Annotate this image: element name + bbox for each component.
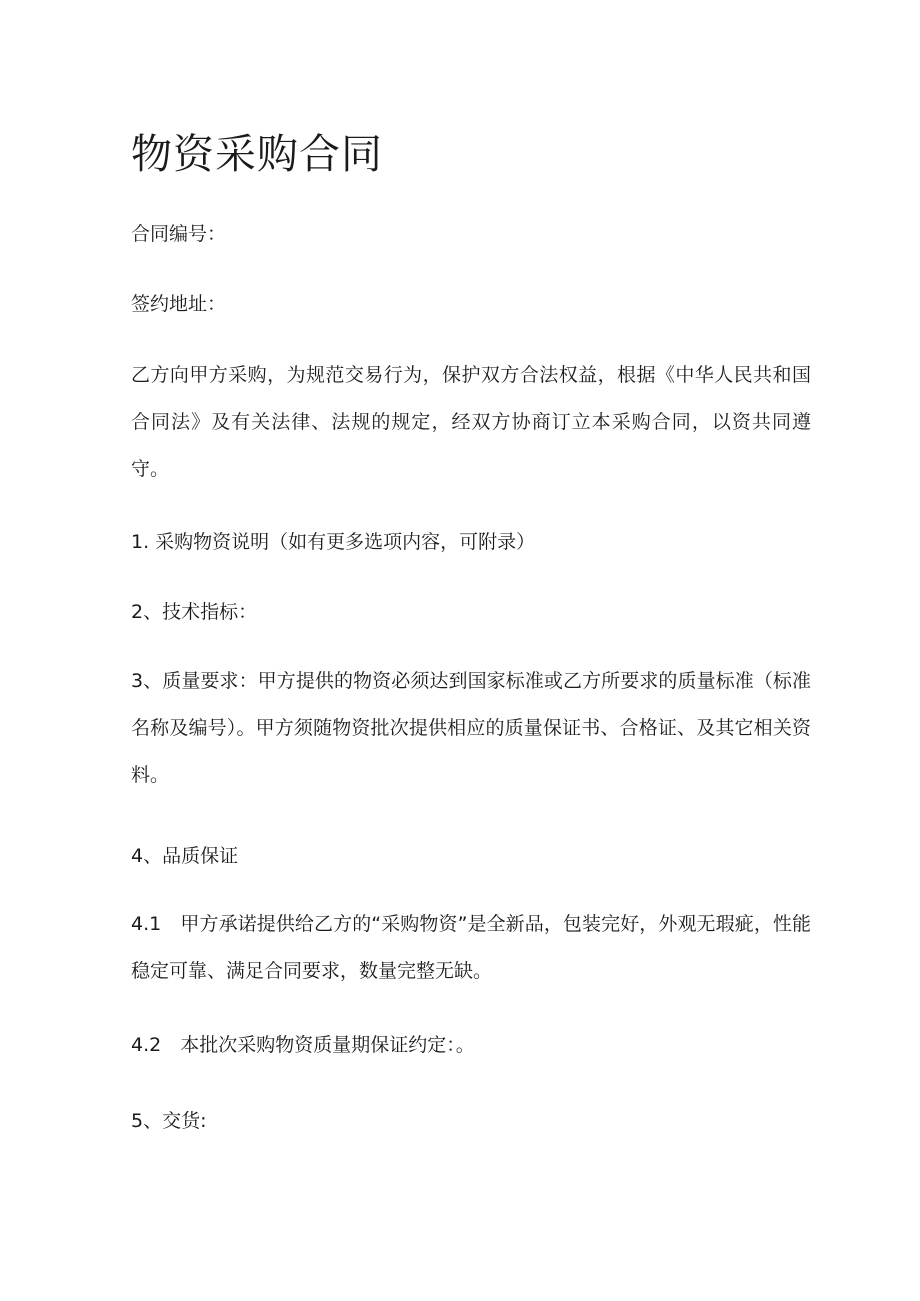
section-4-2-paragraph: 4.2 本批次采购物资质量期保证约定：。 (131, 1034, 475, 1056)
section-4-1-paragraph: 4.1 甲方承诺提供给乙方的“采购物资”是全新品，包装完好，外观无瑕疵，性能稳定可靠、满足合同要求，数量完整无缺。 (131, 913, 811, 982)
contract-number-label: 合同编号： (131, 223, 227, 245)
preamble-paragraph: 乙方向甲方采购，为规范交易行为，保护双方合法权益，根据《中华人民共和国合同法》及有关法律、法规的规定，经双方协商订立本采购合同，以资共同遵守。 (131, 364, 811, 480)
section-4-heading: 4、品质保证 (131, 845, 239, 867)
section-2-heading: 2、技术指标： (131, 601, 258, 623)
section-1-heading: 1. 采购物资说明（如有更多选项内容，可附录） (131, 531, 536, 553)
section-5-heading: 5、交货: (131, 1110, 207, 1132)
document-title: 物资采购合同 (131, 130, 383, 178)
section-3-paragraph: 3、质量要求：甲方提供的物资必须达到国家标准或乙方所要求的质量标准（标准名称及编号）。甲方须随物资批次提供相应的质量保证书、合格证、及其它相关资料。 (131, 670, 811, 786)
signing-location-label: 签约地址： (131, 293, 227, 315)
